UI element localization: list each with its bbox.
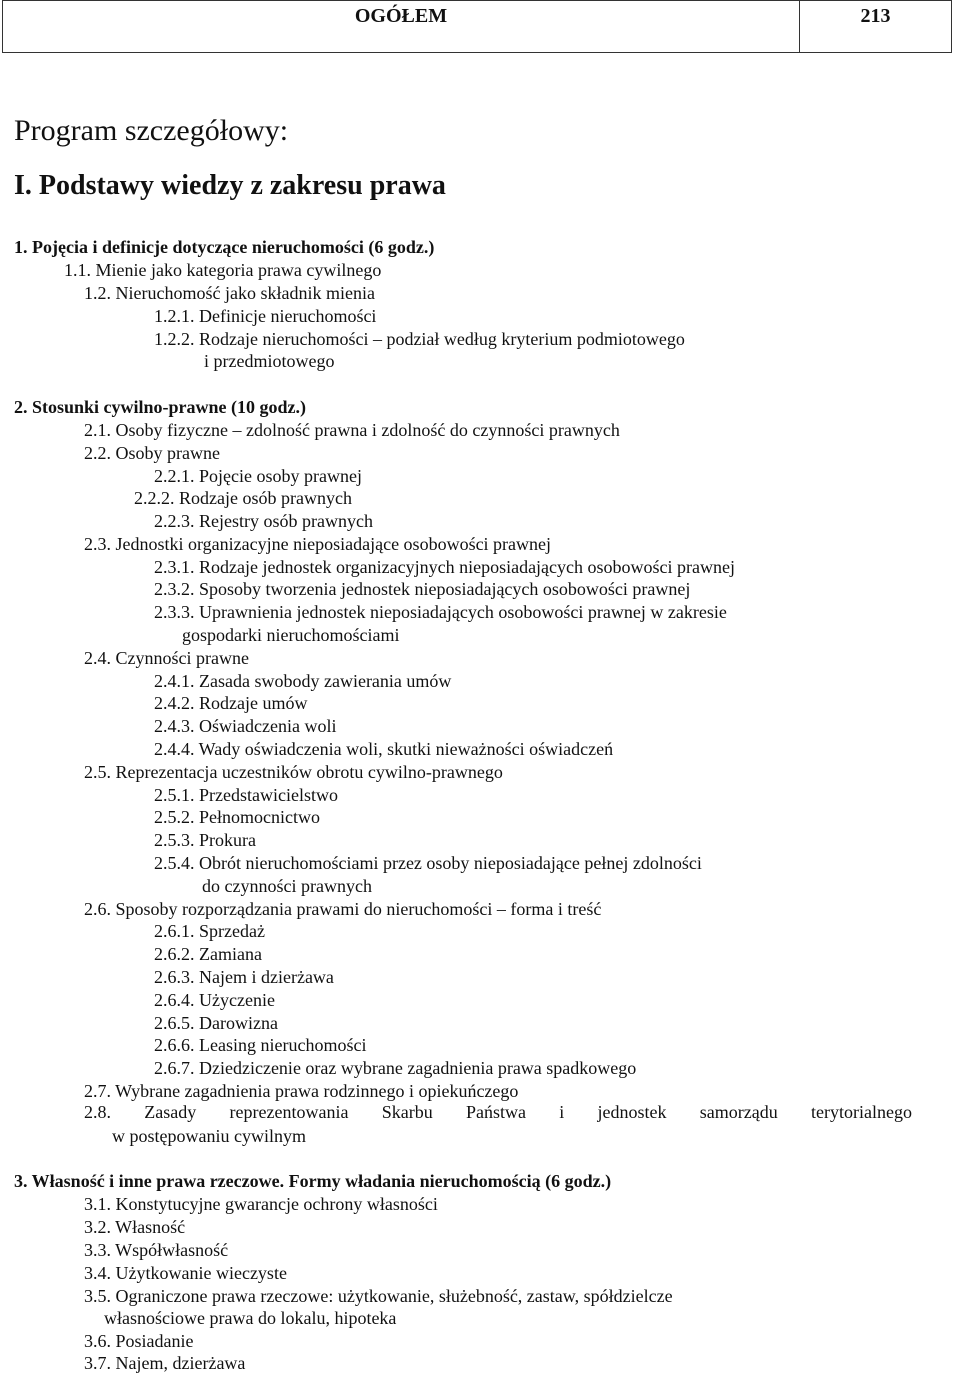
- program-title: Program szczegółowy:: [14, 114, 289, 147]
- outline-item: 2.3.2. Sposoby tworzenia jednostek nieposiadających osobowości prawnej: [154, 579, 691, 599]
- outline-item: 1.2.2. Rodzaje nieruchomości – podział według kryterium podmiotowego: [154, 329, 685, 349]
- outline-item: 2.6.1. Sprzedaż: [154, 921, 265, 941]
- outline-item: do czynności prawnych: [202, 876, 372, 896]
- outline-item: 2.2.1. Pojęcie osoby prawnej: [154, 466, 362, 486]
- word: Zasady: [144, 1102, 197, 1122]
- outline-item: 2.6.6. Leasing nieruchomości: [154, 1035, 367, 1055]
- outline-item: gospodarki nieruchomościami: [182, 625, 400, 645]
- outline-item: 3.5. Ograniczone prawa rzeczowe: użytkowanie, służebność, zastaw, spółdzielcze: [84, 1286, 673, 1306]
- word: terytorialnego: [811, 1102, 912, 1122]
- outline-item: 2.6.2. Zamiana: [154, 944, 262, 964]
- outline-item: 2.5.3. Prokura: [154, 830, 256, 850]
- outline-item: 3.7. Najem, dzierżawa: [84, 1353, 246, 1373]
- outline-item: 2.2.2. Rodzaje osób prawnych: [134, 488, 352, 508]
- outline-item: 2.4.2. Rodzaje umów: [154, 693, 308, 713]
- outline-item: 3.3. Współwłasność: [84, 1240, 229, 1260]
- outline-item: 2.5.2. Pełnomocnictwo: [154, 807, 320, 827]
- word: samorządu: [699, 1102, 778, 1122]
- outline-item: 2.3.1. Rodzaje jednostek organizacyjnych nieposiadających osobowości prawnej: [154, 557, 735, 577]
- outline-item: 2.2. Osoby prawne: [84, 443, 220, 463]
- outline-item: 2.3. Jednostki organizacyjne nieposiadające osobowości prawnej: [84, 534, 552, 554]
- outline-item: 2.4.1. Zasada swobody zawierania umów: [154, 671, 452, 691]
- section-3-heading: 3. Własność i inne prawa rzeczowe. Formy władania nieruchomością (6 godz.): [14, 1171, 612, 1191]
- outline-item: 2.5.4. Obrót nieruchomościami przez osoby nieposiadające pełnej zdolności: [154, 853, 702, 873]
- outline-item: 2.6.4. Użyczenie: [154, 990, 275, 1010]
- outline-item: 2.4.3. Oświadczenia woli: [154, 716, 337, 736]
- outline-item: 2.4. Czynności prawne: [84, 648, 249, 668]
- word: 2.8.: [84, 1102, 111, 1122]
- section-2-heading: 2. Stosunki cywilno-prawne (10 godz.): [14, 397, 307, 417]
- word: Skarbu: [381, 1102, 433, 1122]
- outline-item: 2.6.3. Najem i dzierżawa: [154, 967, 334, 987]
- outline-item: 2.7. Wybrane zagadnienia prawa rodzinnego i opiekuńczego: [84, 1081, 519, 1101]
- outline-item: 3.2. Własność: [84, 1217, 186, 1237]
- outline-item: 2.2.3. Rejestry osób prawnych: [154, 511, 373, 531]
- page-header: [2, 0, 952, 53]
- outline-item: 2.6. Sposoby rozporządzania prawami do nieruchomości – forma i treść: [84, 899, 602, 919]
- word: reprezentowania: [229, 1102, 349, 1122]
- outline-item: 1.2.1. Definicje nieruchomości: [154, 306, 377, 326]
- section-1-heading: 1. Pojęcia i definicje dotyczące nieruchomości (6 godz.): [14, 237, 435, 257]
- header-title: OGÓŁEM: [354, 5, 448, 27]
- outline-item: 2.6.5. Darowizna: [154, 1013, 278, 1033]
- outline-item-justified: [84, 1101, 912, 1123]
- outline-item: 2.1. Osoby fizyczne – zdolność prawna i zdolność do czynności prawnych: [84, 420, 620, 440]
- word: jednostek: [597, 1102, 667, 1122]
- outline-item: 3.1. Konstytucyjne gwarancje ochrony własności: [84, 1194, 438, 1214]
- outline-item: 2.6.7. Dziedziczenie oraz wybrane zagadnienia prawa spadkowego: [154, 1058, 637, 1078]
- outline-item: własnościowe prawa do lokalu, hipoteka: [104, 1308, 397, 1328]
- outline-item: 2.4.4. Wady oświadczenia woli, skutki nieważności oświadczeń: [154, 739, 614, 759]
- outline-item: 1.2. Nieruchomość jako składnik mienia: [84, 283, 375, 303]
- outline-item: 3.4. Użytkowanie wieczyste: [84, 1263, 287, 1283]
- outline-item: 1.1. Mienie jako kategoria prawa cywilnego: [64, 260, 382, 280]
- outline-item: i przedmiotowego: [204, 351, 335, 371]
- outline-item: 3.6. Posiadanie: [84, 1331, 194, 1351]
- part-title: I. Podstawy wiedzy z zakresu prawa: [14, 170, 446, 201]
- word: Państwa: [465, 1102, 526, 1122]
- outline-item: w postępowaniu cywilnym: [112, 1126, 306, 1146]
- page-number: 213: [860, 5, 891, 27]
- word: i: [559, 1102, 565, 1122]
- outline-item: 2.3.3. Uprawnienia jednostek nieposiadających osobowości prawnej w zakresie: [154, 602, 727, 622]
- outline-item: 2.5.1. Przedstawicielstwo: [154, 785, 338, 805]
- outline-item: 2.5. Reprezentacja uczestników obrotu cywilno-prawnego: [84, 762, 503, 782]
